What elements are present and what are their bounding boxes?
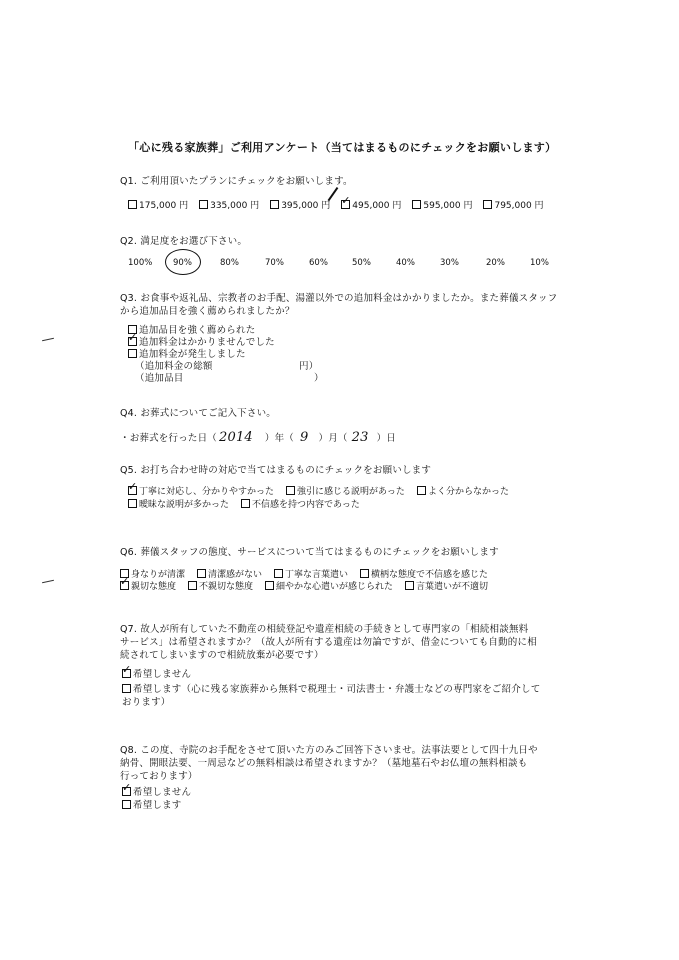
scale-item[interactable]: 20% [486, 258, 505, 268]
checkbox[interactable] [265, 581, 274, 590]
q5-option[interactable]: よく分からなかった [417, 484, 509, 497]
scale-item[interactable]: 10% [530, 258, 549, 268]
checkbox[interactable] [270, 200, 279, 209]
q6-option[interactable]: 細やかな心遣いが感じられた [265, 579, 393, 592]
q1-option[interactable]: ✓ 495,000 円 [341, 198, 401, 211]
checkbox-checked[interactable] [120, 581, 129, 590]
scale-item[interactable]: 30% [440, 258, 459, 268]
scale-item[interactable]: 100% [128, 258, 153, 268]
scan-mark [42, 580, 54, 583]
q6-option[interactable]: 丁寧な言葉遣い [274, 567, 348, 580]
q3-option[interactable]: 追加品目を強く薦められた [128, 322, 255, 336]
checkbox-checked[interactable] [128, 486, 137, 495]
checkbox[interactable] [122, 684, 131, 693]
q4-day-unit: ）日 [376, 433, 396, 444]
q5-option[interactable]: 曖昧な説明が多かった [128, 497, 229, 510]
q4-month[interactable]: 9 [300, 430, 309, 445]
q7-question-line3: 続されてしまいますので相続放棄が必要です） [120, 650, 324, 661]
checkbox[interactable] [128, 499, 137, 508]
q3-amount-label: （追加料金の総額 [135, 361, 213, 372]
q1-option[interactable]: 595,000 円 [412, 198, 472, 211]
q4-year[interactable]: 2014 [219, 430, 253, 445]
scale-item[interactable]: 60% [309, 258, 328, 268]
q5-option[interactable]: 不信感を持つ内容であった [241, 497, 360, 510]
checkbox[interactable] [274, 569, 283, 578]
checkbox[interactable] [128, 349, 137, 358]
q5-question: Q5. お打ち合わせ時の対応で当てはまるものにチェックをお願いします [120, 465, 432, 476]
q4-question: Q4. お葬式についてご記入下さい。 [120, 408, 276, 419]
checkbox[interactable] [128, 200, 137, 209]
q5-option[interactable]: ✓ 丁寧に対応し、分かりやすかった [128, 484, 274, 497]
q7-option-no[interactable]: ✓ 希望しません [122, 666, 191, 680]
page-title: 「心に残る家族葬」ご利用アンケート（当てはまるものにチェックをお願いします） [128, 141, 557, 154]
q3-option[interactable]: ✓ 追加料金はかかりませんでした [128, 334, 275, 348]
q6-option[interactable]: 不親切な態度 [188, 579, 253, 592]
q6-option[interactable]: 清潔感がない [197, 567, 262, 580]
q6-option[interactable]: ✓ 親切な態度 [120, 579, 176, 592]
checkbox-checked[interactable] [341, 200, 350, 209]
q8-question-line2: 納骨、開眼法要、一周忌などの無料相談は希望されますか？（墓地墓石やお仏壇の無料相談も [120, 758, 528, 769]
q6-option[interactable]: 言葉遣いが不適切 [405, 579, 488, 592]
scale-item[interactable]: 50% [352, 258, 371, 268]
q3-item-close: ） [314, 373, 324, 384]
checkbox[interactable] [360, 569, 369, 578]
q7-question-line2: サービス」は希望されますか？（故人が所有する遺産は勿論ですが、借金についても自動的に相 [120, 637, 537, 648]
q5-option[interactable]: 強引に感じる説明があった [286, 484, 405, 497]
checkbox[interactable] [412, 200, 421, 209]
q1-option[interactable]: 795,000 円 [483, 198, 543, 211]
q6-option[interactable]: 横柄な態度で不信感を感じた [360, 567, 488, 580]
q6-option[interactable]: 身なりが清潔 [120, 567, 185, 580]
q4-prefix: ・お葬式を行った日（ [120, 433, 218, 444]
q5-row1 [128, 484, 509, 497]
q7-option-yes-line2: おります） [122, 697, 171, 708]
checkbox[interactable] [122, 800, 131, 809]
q1-question: Q1. ご利用頂いたプランにチェックをお願いします。 [120, 176, 353, 187]
checkbox[interactable] [241, 499, 250, 508]
q5-row2 [128, 497, 360, 510]
scale-item-selected[interactable]: 90% [173, 258, 192, 268]
q4-month-unit: ）月（ [318, 433, 348, 444]
q7-question-line1: Q7. 故人が所有していた不動産の相続登記や遺産相続の手続きとして専門家の「相続相談無料 [120, 624, 529, 635]
q2-question: Q2. 満足度をお選び下さい。 [120, 236, 248, 247]
q1-option[interactable]: 175,000 円 [128, 198, 188, 211]
scale-item[interactable]: 70% [265, 258, 284, 268]
checkbox[interactable] [417, 486, 426, 495]
q8-question-line1: Q8. この度、寺院のお手配をさせて頂いた方のみご回答下さいませ。法事法要として四十九日や [120, 745, 538, 756]
checkbox[interactable] [188, 581, 197, 590]
q1-option[interactable]: 335,000 円 [199, 198, 259, 211]
scale-item[interactable]: 40% [396, 258, 415, 268]
q1-options [128, 198, 544, 211]
checkbox[interactable] [199, 200, 208, 209]
q3-option[interactable]: 追加料金が発生しました [128, 346, 246, 360]
scan-mark [42, 338, 54, 341]
q4-date-row [120, 430, 396, 445]
q4-day[interactable]: 23 [351, 430, 369, 445]
q8-question-line3: 行っております） [120, 771, 198, 782]
q3-question-line2: から追加品目を強く薦められましたか？ [120, 306, 295, 317]
q3-item-label: （追加品目 [135, 373, 184, 384]
scale-item[interactable]: 80% [220, 258, 239, 268]
q3-question-line1: Q3. お食事や返礼品、宗教者のお手配、湯灌以外での追加料金はかかりましたか。また葬儀スタッフ [120, 293, 558, 304]
checkbox-checked[interactable] [122, 669, 131, 678]
q7-option-yes[interactable]: 希望します（心に残る家族葬から無料で税理士・司法書士・弁護士などの専門家をご紹介して [122, 681, 540, 695]
checkbox-checked[interactable] [128, 337, 137, 346]
q6-row2 [120, 579, 488, 592]
q8-option-yes[interactable]: 希望します [122, 797, 182, 811]
checkbox-checked[interactable] [122, 787, 131, 796]
q1-option[interactable]: 395,000 円 [270, 198, 330, 211]
checkbox[interactable] [405, 581, 414, 590]
checkbox[interactable] [286, 486, 295, 495]
q4-year-unit: ）年（ [264, 433, 295, 444]
checkbox[interactable] [483, 200, 492, 209]
q6-question: Q6. 葬儀スタッフの態度、サービスについて当てはまるものにチェックをお願いします [120, 547, 499, 558]
checkbox[interactable] [197, 569, 206, 578]
selection-circle [165, 249, 201, 275]
q8-option-no[interactable]: ✓ 希望しません [122, 784, 191, 798]
q3-amount-unit: 円） [299, 361, 319, 372]
